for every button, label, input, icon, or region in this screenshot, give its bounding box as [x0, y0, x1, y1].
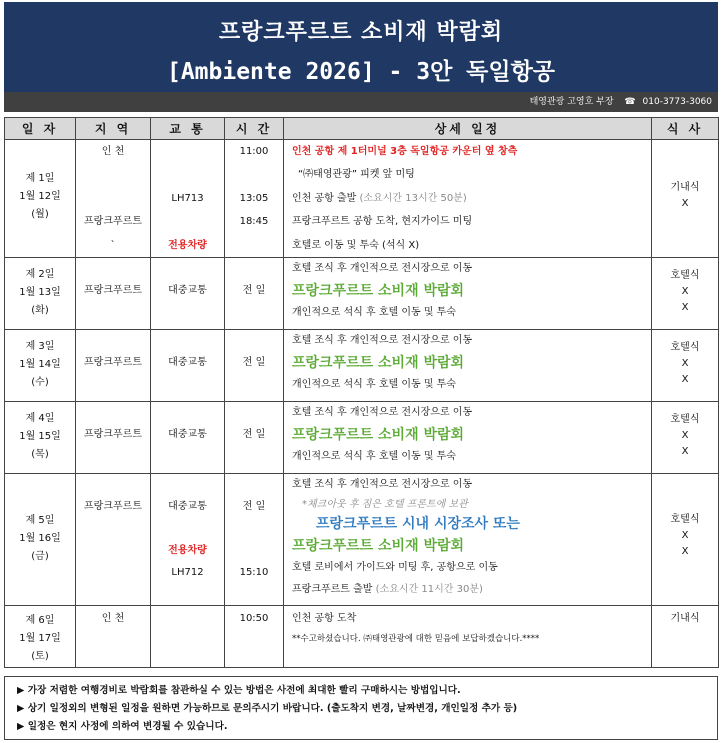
contact-phone: 010-3773-3060: [642, 97, 712, 107]
region-text: 프랑크푸르트: [84, 216, 142, 228]
time-cell: 전 일: [225, 402, 284, 474]
page-title: 프랑크푸르트 소비재 박람회: [218, 20, 504, 45]
detail-line: 호텔 로비에서 가이드와 미팅 후, 공항으로 이동: [292, 562, 498, 573]
time-cell: 전 일 15:10: [225, 474, 284, 606]
detail-cell: [284, 402, 652, 474]
duration-note: (소요시간 13시간 50분): [359, 192, 467, 204]
header-transport: 교 통: [151, 118, 225, 140]
meal-cell: 호텔식 X X: [652, 330, 719, 402]
meal-cell: [652, 140, 719, 258]
region-cell: 프랑크푸르트: [76, 474, 151, 606]
table-row: [5, 330, 719, 402]
detail-line: 인천 공항 도착: [292, 613, 357, 624]
meal-cell: 호텔식 X X: [652, 258, 719, 330]
day-cell: 제 4일 1월 15일 (목): [5, 402, 76, 474]
detail-line: 프랑크푸르트 출발 (소요시간 11시간 30분): [292, 584, 483, 595]
transport-cell: [151, 140, 225, 258]
meal-text: X: [681, 198, 689, 209]
duration-note: (소요시간 11시간 30분): [375, 584, 483, 595]
notes-box: [4, 676, 718, 740]
detail-cell: [284, 606, 652, 668]
detail-line: 인천 공항 출발 (소요시간 13시간 50분): [292, 192, 467, 204]
meal-cell: 기내식: [652, 606, 719, 668]
day-date: 1월 12일: [19, 191, 61, 202]
transport-cell: 대중교통 전용차량 LH712: [151, 474, 225, 606]
table-row: [5, 258, 719, 330]
time-cell: 10:50: [225, 606, 284, 668]
detail-line: *체크아웃 후 짐은 호텔 프론트에 보관: [302, 499, 468, 510]
detail-line: **수고하셨습니다. ㈜태영관광에 대한 믿음에 보답하겠습니다.****: [292, 634, 540, 644]
time-text: 11:00: [239, 146, 269, 157]
dedicated-vehicle: 전용차량: [168, 545, 207, 556]
detail-cell: [284, 330, 652, 402]
meal-cell: 호텔식 X X: [652, 474, 719, 606]
detail-line: 인천 공항 제 1터미널 3층 독일항공 카운터 옆 창측: [292, 146, 518, 157]
detail-line: 호텔 조식 후 개인적으로 전시장으로 이동: [292, 407, 473, 418]
detail-line: 개인적으로 석식 후 호텔 이동 및 투숙: [292, 451, 456, 462]
dedicated-vehicle: 전용차량: [168, 239, 207, 251]
detail-line: 호텔 조식 후 개인적으로 전시장으로 이동: [292, 263, 473, 274]
table-row: [5, 606, 719, 668]
header-meal: 식 사: [652, 118, 719, 140]
detail-line: 호텔 조식 후 개인적으로 전시장으로 이동: [292, 479, 473, 490]
time-cell: 전 일: [225, 330, 284, 402]
event-name: 프랑크푸르트 소비재 박람회: [292, 355, 465, 371]
event-name: 프랑크푸르트 소비재 박람회: [292, 283, 465, 299]
region-cell: [76, 140, 151, 258]
detail-cell: [284, 140, 652, 258]
flight-number: LH713: [171, 192, 204, 204]
flight-number: LH712: [171, 567, 204, 578]
contact-bar: [4, 92, 718, 112]
phone-icon: ☎: [624, 97, 636, 107]
header-date: 일 자: [5, 118, 76, 140]
transport-cell: [151, 606, 225, 668]
time-cell: [225, 140, 284, 258]
event-name: 프랑크푸르트 소비재 박람회: [292, 427, 465, 443]
meal-cell: 호텔식 X X: [652, 402, 719, 474]
note-line: ▶ 가장 저렴한 여행경비로 박람회를 참관하실 수 있는 방법은 사전에 최대한 빨리 구매하시는 방법입니다.: [17, 685, 461, 696]
region-cell: 프랑크푸르트: [76, 258, 151, 330]
contact-name: 태영관광 고영호 부장: [529, 97, 614, 107]
header-detail: 상세 일정: [284, 118, 652, 140]
transport-cell: 대중교통: [151, 402, 225, 474]
day-cell: 제 2일 1월 13일 (화): [5, 258, 76, 330]
time-text: 13:05: [239, 192, 269, 204]
day-cell: [5, 140, 76, 258]
market-research: 프랑크푸르트 시내 시장조사 또는: [316, 516, 520, 532]
note-line: ▶ 일정은 현지 사정에 의하여 변경될 수 있습니다.: [17, 721, 228, 732]
day-cell: 제 6일 1월 17일 (토): [5, 606, 76, 668]
time-text: 18:45: [239, 216, 269, 228]
transport-cell: 대중교통: [151, 258, 225, 330]
table-row: [5, 140, 719, 258]
detail-line: 개인적으로 석식 후 호텔 이동 및 투숙: [292, 379, 456, 390]
region-text: `: [110, 239, 116, 251]
detail-line: 호텔로 이동 및 투숙 (석식 X): [292, 239, 420, 251]
day-weekday: (월): [31, 209, 49, 220]
time-cell: 전 일: [225, 258, 284, 330]
region-text: 인 천: [101, 146, 125, 157]
header-region: 지 역: [76, 118, 151, 140]
detail-cell: [284, 474, 652, 606]
region-cell: 프랑크푸르트: [76, 330, 151, 402]
detail-line: 호텔 조식 후 개인적으로 전시장으로 이동: [292, 335, 473, 346]
title-banner: [4, 2, 718, 92]
schedule-table: [4, 117, 719, 668]
detail-line: “㈜태영관광” 피켓 앞 미팅: [298, 169, 415, 181]
table-header-row: [5, 118, 719, 140]
header-time: 시 간: [225, 118, 284, 140]
day-cell: 제 5일 1월 16일 (금): [5, 474, 76, 606]
region-cell: 인 천: [76, 606, 151, 668]
detail-line: 프랑크푸르트 공항 도착, 현지가이드 미팅: [292, 216, 473, 228]
region-cell: 프랑크푸르트: [76, 402, 151, 474]
day-cell: 제 3일 1월 14일 (수): [5, 330, 76, 402]
note-line: ▶ 상기 일정외의 변형된 일정을 원하면 가능하므로 문의주시기 바랍니다. (출도착지 변경, 날짜변경, 개인일정 추가 등): [17, 703, 518, 714]
meal-text: 기내식: [670, 182, 700, 193]
day-number: 제 1일: [25, 173, 55, 184]
page-subtitle: [Ambiente 2026] - 3안 독일항공: [166, 59, 556, 85]
table-row: [5, 402, 719, 474]
transport-cell: 대중교통: [151, 330, 225, 402]
table-row: [5, 474, 719, 606]
detail-line: 개인적으로 석식 후 호텔 이동 및 투숙: [292, 307, 456, 318]
event-name: 프랑크푸르트 소비재 박람회: [292, 538, 465, 554]
detail-cell: [284, 258, 652, 330]
